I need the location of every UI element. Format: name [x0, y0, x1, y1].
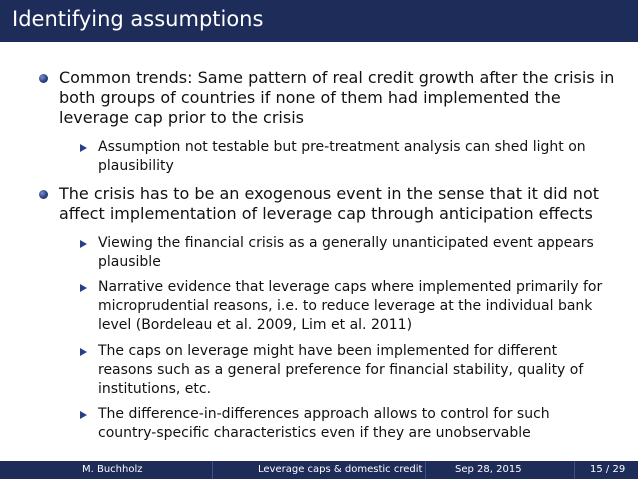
sub-bullet-item — [98, 405, 550, 443]
sub-bullet-line: microprudential reasons, i.e. to reduce leverage at the individual bank — [98, 298, 593, 314]
bullet-dot-icon — [39, 190, 48, 199]
sub-bullet-line: Narrative evidence that leverage caps where implemented primarily for — [98, 279, 603, 295]
sub-bullet-line: level (Bordeleau et al. 2009, Lim et al. 2011) — [98, 317, 413, 333]
footer-divider — [425, 461, 426, 479]
footer-short-title: Leverage caps & domestic credit — [258, 464, 423, 475]
bullet-line: Common trends: Same pattern of real credit growth after the crisis in — [59, 68, 615, 87]
footer-bar — [0, 461, 638, 479]
slide-title: Identifying assumptions — [12, 7, 264, 31]
sub-bullet-item — [98, 278, 602, 335]
footer-divider — [212, 461, 213, 479]
sub-bullet-item — [98, 138, 586, 176]
sub-bullet-triangle-icon — [80, 144, 87, 152]
sub-bullet-line: Viewing the financial crisis as a generally unanticipated event appears — [98, 235, 594, 251]
sub-bullet-line: Assumption not testable but pre-treatment analysis can shed light on — [98, 139, 586, 155]
footer-divider — [574, 461, 575, 479]
bullet-item — [59, 184, 599, 224]
title-bar — [0, 0, 638, 42]
sub-bullet-line: The caps on leverage might have been implemented for different — [98, 343, 558, 359]
footer-author: M. Buchholz — [82, 464, 143, 475]
sub-bullet-item — [98, 342, 583, 399]
sub-bullet-triangle-icon — [80, 240, 87, 248]
sub-bullet-line: country-specific characteristics even if they are unobservable — [98, 425, 531, 441]
sub-bullet-line: plausible — [98, 254, 161, 270]
sub-bullet-line: plausibility — [98, 158, 174, 174]
sub-bullet-line: institutions, etc. — [98, 381, 212, 397]
bullet-line: leverage cap prior to the crisis — [59, 108, 304, 127]
footer-date: Sep 28, 2015 — [455, 464, 522, 475]
bullet-dot-icon — [39, 74, 48, 83]
sub-bullet-line: reasons such as a general preference for financial stability, quality of — [98, 362, 584, 378]
footer-page-number: 15 / 29 — [590, 464, 626, 475]
sub-bullet-line: The difference-in-differences approach allows to control for such — [98, 406, 550, 422]
sub-bullet-triangle-icon — [80, 411, 87, 419]
sub-bullet-item — [98, 234, 594, 272]
bullet-line: affect implementation of leverage cap through anticipation effects — [59, 204, 593, 223]
sub-bullet-triangle-icon — [80, 348, 87, 356]
sub-bullet-triangle-icon — [80, 284, 87, 292]
bullet-line: both groups of countries if none of them had implemented the — [59, 88, 561, 107]
bullet-line: The crisis has to be an exogenous event in the sense that it did not — [59, 184, 600, 203]
bullet-item — [59, 68, 614, 128]
